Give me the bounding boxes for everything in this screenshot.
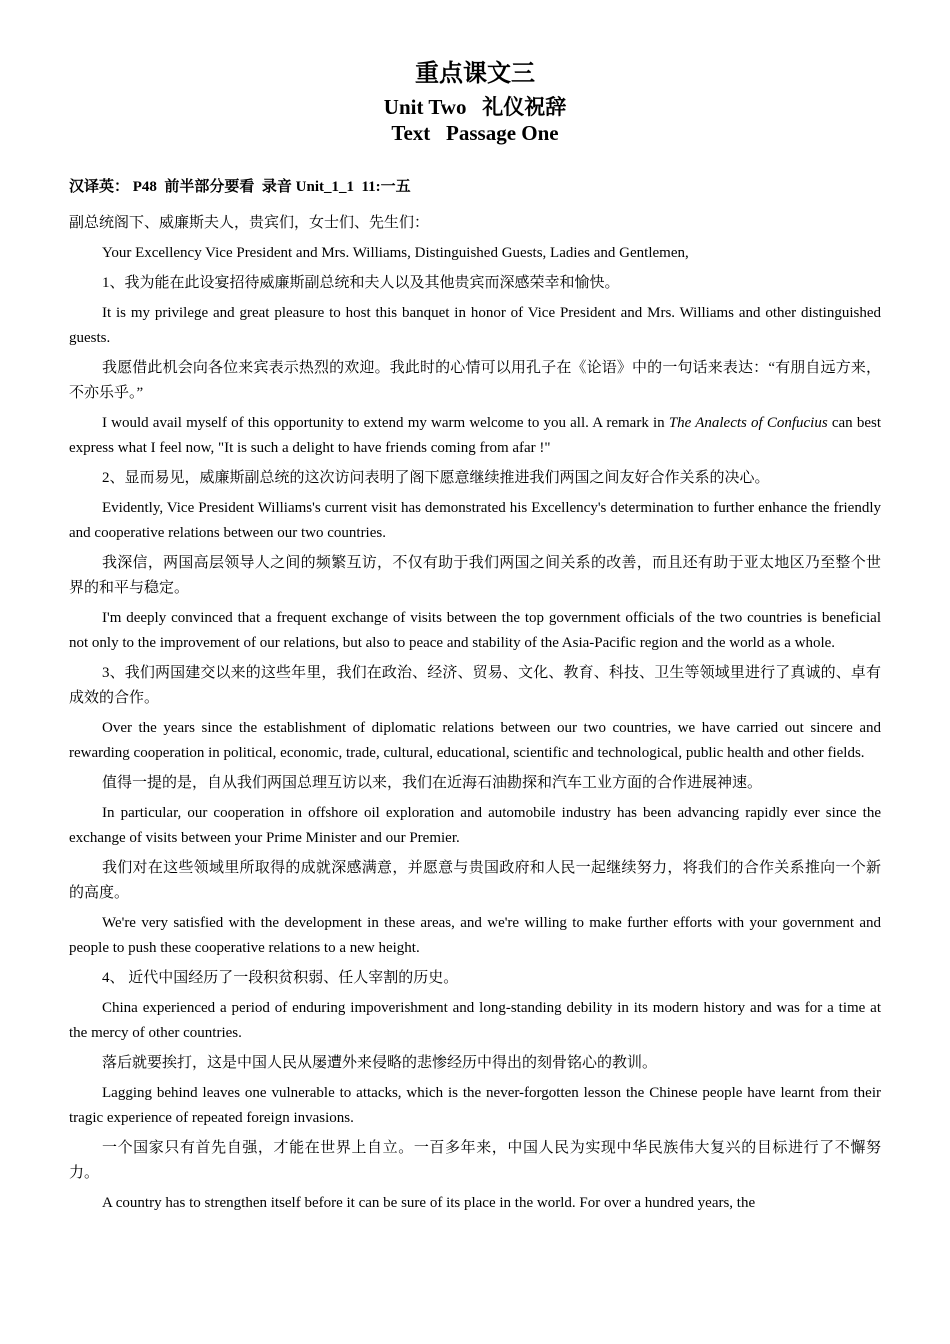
- salutation-zh: 副总统阁下、威廉斯夫人，贵宾们，女士们、先生们：: [69, 215, 430, 231]
- paragraph-zh: 4、 近代中国经历了一段积贫积弱、任人宰割的历史。: [102, 970, 459, 986]
- paragraph-en: In particular, our cooperation in offshore oil exploration and automobile industry has been advancing rapidly ever since the exchange of visits between your Prime Minister and our Premier.: [69, 805, 881, 846]
- paragraph-zh: 3、我们两国建交以来的这些年里，我们在政治、经济、贸易、文化、教育、科技、卫生等领域里进行了真诚的、卓有成效的合作。: [69, 665, 881, 706]
- document-title: 重点课文三: [415, 61, 535, 87]
- paragraph-en: Over the years since the establishment of diplomatic relations between our two countries, we have carried out sincere and rewarding cooperation in political, economic, trade, cultural, educational, scientific and technological, public health and other fields.: [69, 720, 881, 761]
- text-heading: Text Passage One: [391, 121, 559, 145]
- paragraph-en: Lagging behind leaves one vulnerable to attacks, which is the never-forgotten lesson the Chinese people have learnt from their tragic experience of repeated foreign invasions.: [69, 1085, 881, 1126]
- paragraph-zh: 值得一提的是，自从我们两国总理互访以来，我们在近海石油勘探和汽车工业方面的合作进展神速。: [102, 775, 763, 791]
- paragraph-text: I would avail myself of this opportunity to extend my warm welcome to you all. A remark in: [102, 415, 669, 431]
- paragraph-en: I'm deeply convinced that a frequent exchange of visits between the top government officials of the two countries is beneficial not only to the improvement of our relations, but also to peace and stability of the Asia-Pacific region and the world as a whole.: [69, 610, 881, 651]
- paragraph-text: can best express what I feel now, "It is such a delight to have friends coming from afar !": [69, 415, 881, 456]
- paragraph-zh: 我愿借此机会向各位来宾表示热烈的欢迎。我此时的心情可以用孔子在《论语》中的一句话来表达：“有朋自远方来，不亦乐乎。”: [69, 360, 881, 401]
- paragraph-zh: 落后就要挨打，这是中国人民从屡遭外来侵略的悲惨经历中得出的刻骨铭心的教训。: [102, 1055, 658, 1071]
- paragraph-en: China experienced a period of enduring impoverishment and long-standing debility in its modern history and was for a time at the mercy of other countries.: [69, 1000, 881, 1041]
- paragraph-en: We're very satisfied with the development in these areas, and we're willing to make further efforts with your government and people to push these cooperative relations to a new height.: [69, 915, 881, 956]
- paragraph-zh: 一个国家只有首先自强，才能在世界上自立。一百多年来，中国人民为实现中华民族伟大复兴的目标进行了不懈努力。: [69, 1140, 881, 1181]
- paragraph-en: A country has to strengthen itself before it can be sure of its place in the world. For over a hundred years, the: [102, 1195, 756, 1211]
- book-title: The Analects of Confucius: [668, 415, 828, 431]
- paragraph-en: It is my privilege and great pleasure to host this banquet in honor of Vice President and Mrs. Williams and other distinguished guests.: [69, 305, 881, 346]
- paragraph-zh: 我们对在这些领域里所取得的成就深感满意，并愿意与贵国政府和人民一起继续努力，将我们的合作关系推向一个新的高度。: [69, 860, 881, 901]
- document-body: [69, 211, 881, 1216]
- translation-instruction: 汉译英： P48 前半部分要看 录音 Unit_1_1 11:一五: [69, 179, 411, 195]
- salutation-en: Your Excellency Vice President and Mrs. Williams, Distinguished Guests, Ladies and Gentlemen,: [102, 245, 689, 261]
- paragraph-zh: 2、显而易见，威廉斯副总统的这次访问表明了阁下愿意继续推进我们两国之间友好合作关系的决心。: [102, 470, 770, 486]
- paragraph-en: [69, 411, 881, 461]
- paragraph-zh: 我深信，两国高层领导人之间的频繁互访，不仅有助于我们两国之间关系的改善，而且还有助于亚太地区乃至整个世界的和平与稳定。: [69, 555, 881, 596]
- paragraph-en: Evidently, Vice President Williams's current visit has demonstrated his Excellency's determination to further enhance the friendly and cooperative relations between our two countries.: [69, 500, 881, 541]
- unit-heading: Unit Two 礼仪祝辞: [383, 95, 567, 119]
- paragraph-zh: 1、我为能在此设宴招待威廉斯副总统和夫人以及其他贵宾而深感荣幸和愉快。: [102, 275, 620, 291]
